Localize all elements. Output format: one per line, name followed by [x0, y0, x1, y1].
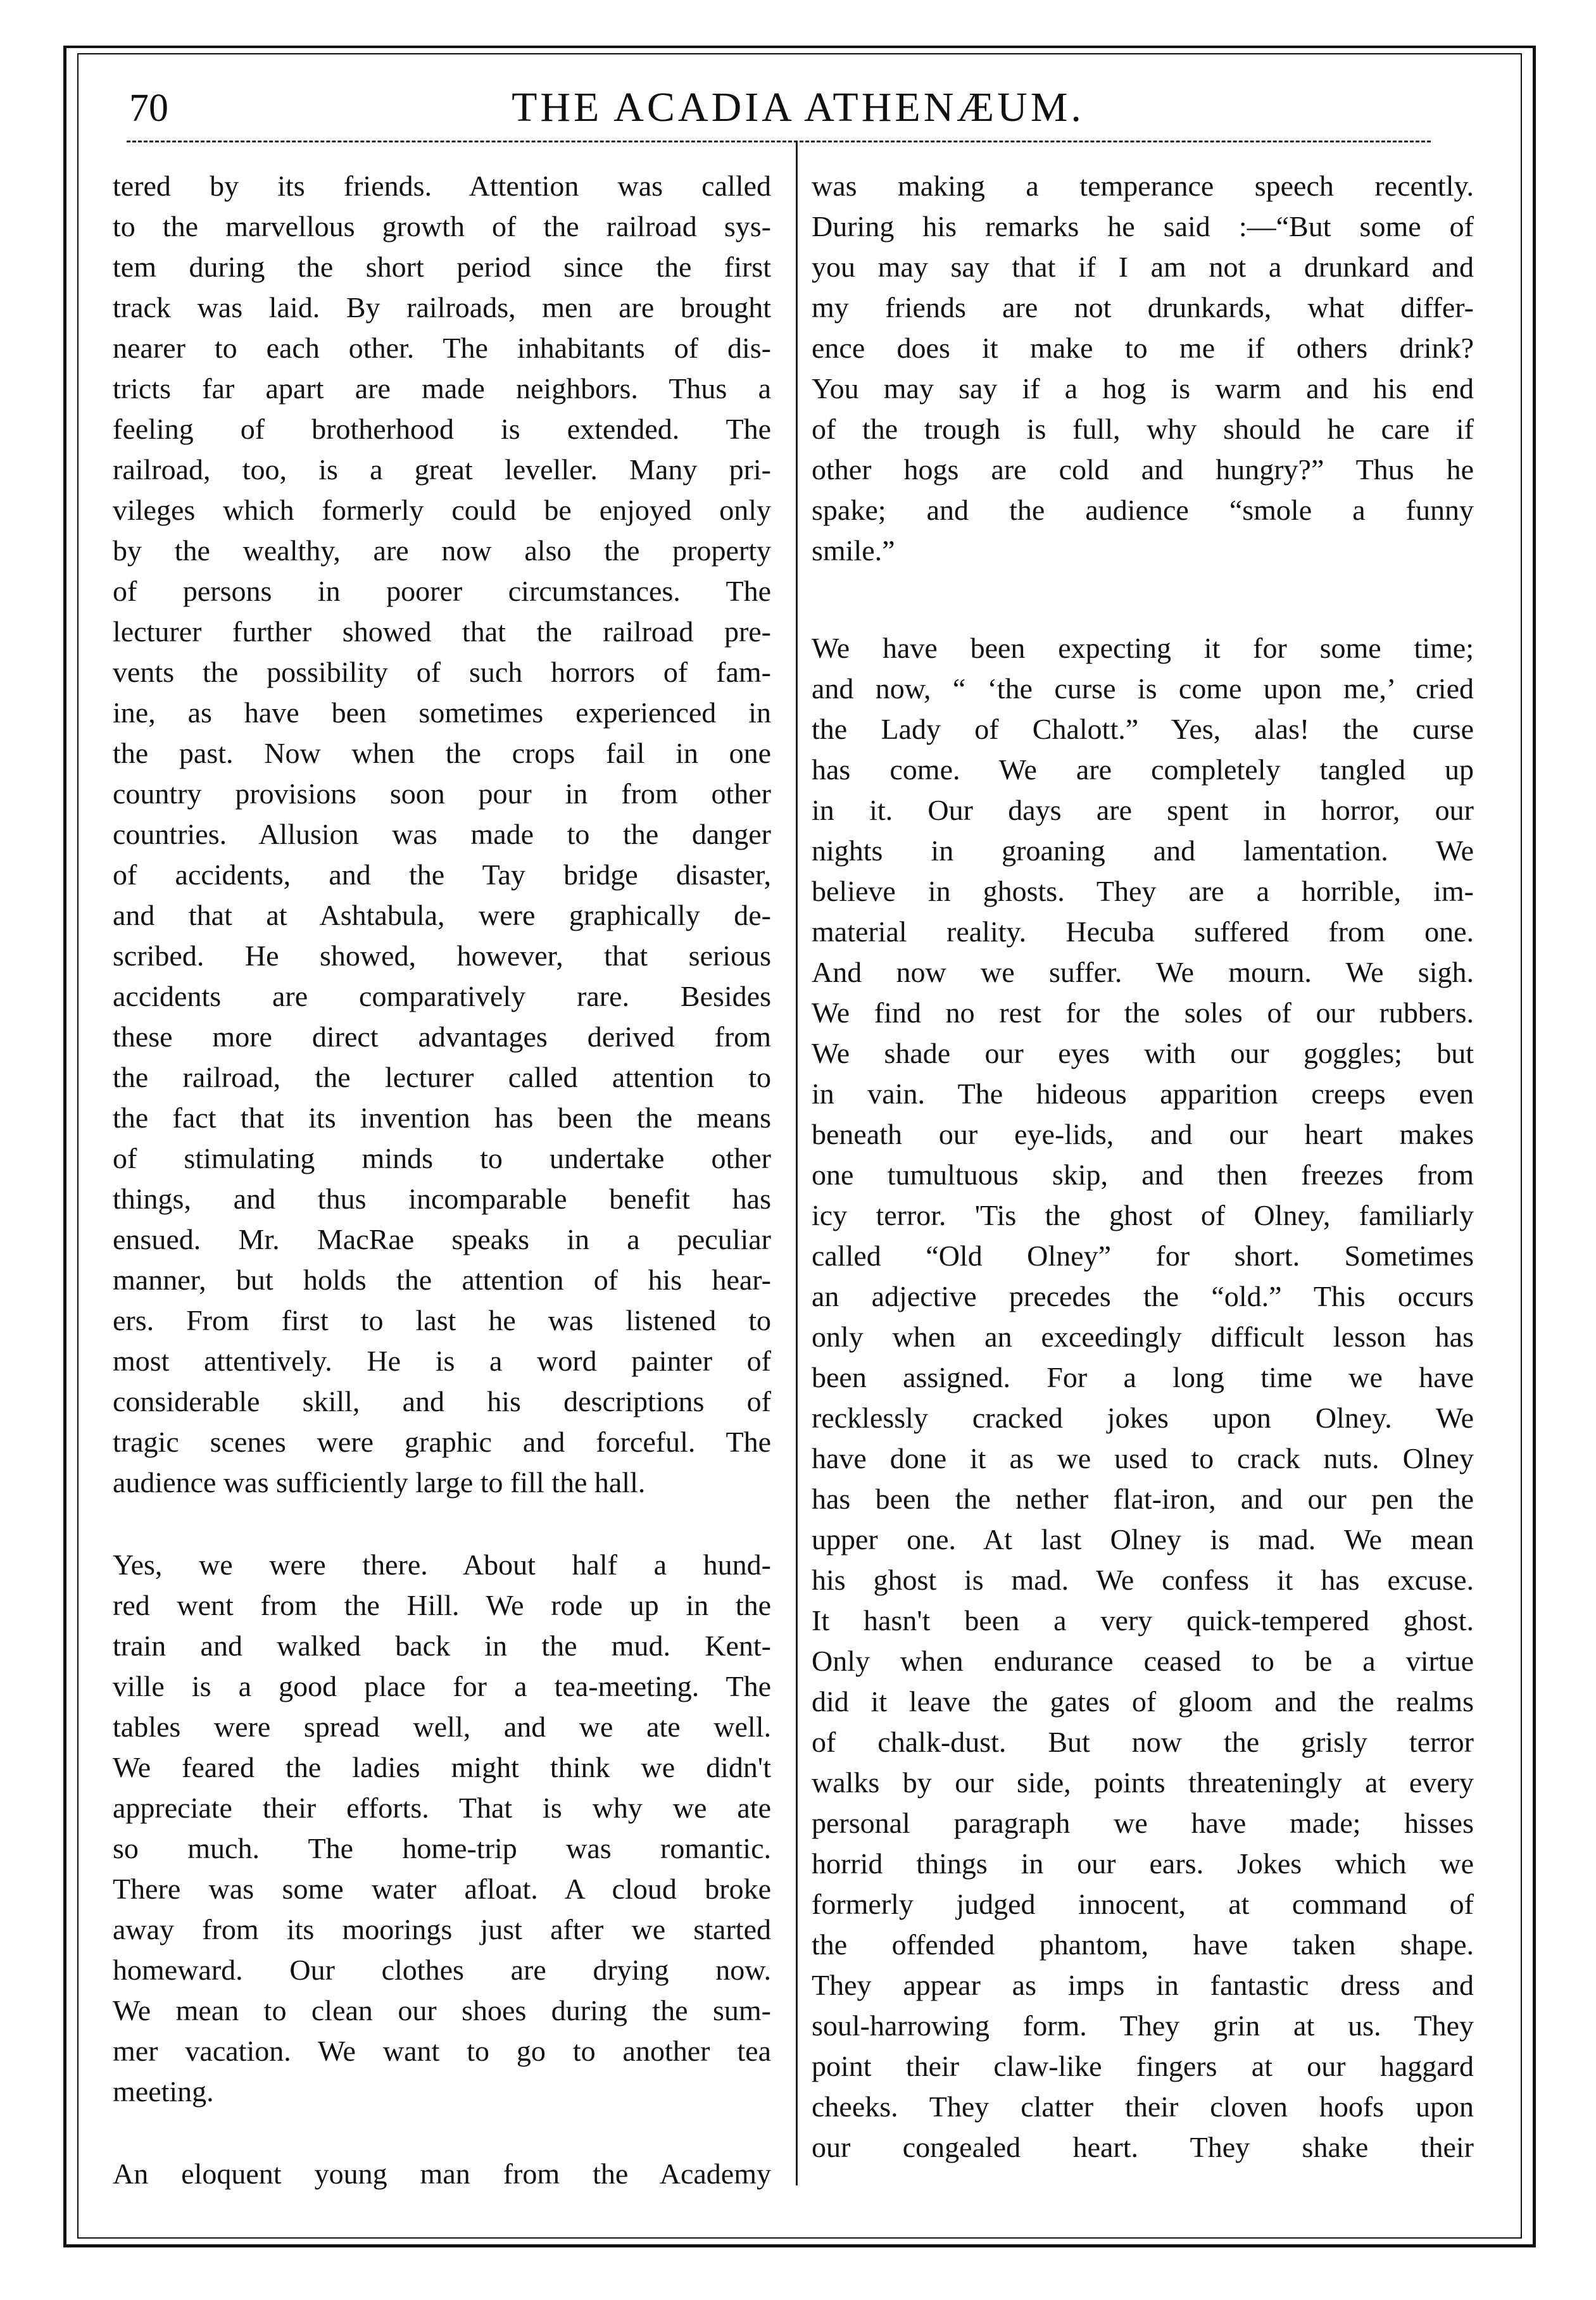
text-line: to the marvellous growth of the railroad sys- [113, 210, 771, 242]
text-line: most attentively. He is a word painter of [113, 1345, 771, 1377]
text-line: his ghost is mad. We confess it has excuse. [812, 1564, 1474, 1596]
text-line: meeting. [113, 2075, 214, 2108]
text-line: the railroad, the lecturer called attention to [113, 1061, 771, 1093]
text-line: tables were spread well, and we ate well. [113, 1711, 771, 1743]
text-line: of the trough is full, why should he care if [812, 413, 1474, 445]
text-line: nearer to each other. The inhabitants of dis- [113, 332, 771, 364]
text-line: of chalk-dust. But now the grisly terror [812, 1726, 1474, 1758]
text-line: homeward. Our clothes are drying now. [113, 1954, 771, 1986]
text-line: tem during the short period since the first [113, 251, 771, 283]
text-line: called “Old Olney” for short. Sometimes [812, 1240, 1474, 1272]
text-line: point their claw-like fingers at our haggard [812, 2050, 1474, 2082]
text-line: was making a temperance speech recently. [812, 170, 1474, 202]
right-column [812, 166, 1474, 2168]
text-line: has come. We are completely tangled up [812, 753, 1474, 786]
text-line: audience was sufficiently large to fill the hall. [113, 1466, 646, 1499]
text-line: red went from the Hill. We rode up in the [113, 1589, 771, 1621]
text-line: Yes, we were there. About half a hund- [113, 1549, 771, 1581]
text-line: scribed. He showed, however, that serious [113, 939, 771, 972]
text-line: spake; and the audience “smole a funny [812, 494, 1474, 526]
text-line: country provisions soon pour in from other [113, 777, 771, 810]
text-line: accidents are comparatively rare. Besides [113, 980, 771, 1012]
text-line: They appear as imps in fantastic dress and [812, 1969, 1474, 2001]
text-line: We have been expecting it for some time; [812, 632, 1474, 664]
text-line: tricts far apart are made neighbors. Thus a [113, 372, 771, 405]
left-paragraph-1 [113, 166, 771, 1503]
text-line: smile.” [812, 534, 895, 567]
text-line: And now we suffer. We mourn. We sigh. [812, 956, 1474, 988]
left-paragraph-2 [113, 1545, 771, 2112]
text-line: ine, as have been sometimes experienced in [113, 696, 771, 729]
text-line: the Lady of Chalott.” Yes, alas! the curse [812, 713, 1474, 745]
text-line: recklessly cracked jokes upon Olney. We [812, 1402, 1474, 1434]
text-line: horrid things in our ears. Jokes which we [812, 1847, 1474, 1880]
left-column [113, 166, 771, 2194]
text-line: believe in ghosts. They are a horrible, im- [812, 875, 1474, 907]
page-number: 70 [129, 87, 168, 130]
text-line: has been the nether flat-iron, and our pen the [812, 1483, 1474, 1515]
right-paragraph-1 [812, 166, 1474, 571]
text-line: so much. The home-trip was romantic. [113, 1832, 771, 1864]
text-line: ence does it make to me if others drink? [812, 332, 1474, 364]
text-line: feeling of brotherhood is extended. The [113, 413, 771, 445]
text-line: nights in groaning and lamentation. We [812, 834, 1474, 867]
text-line: the past. Now when the crops fail in one [113, 737, 771, 769]
text-line: of stimulating minds to undertake other [113, 1142, 771, 1174]
column-divider [796, 141, 798, 2185]
text-line: We mean to clean our shoes during the sum- [113, 1994, 771, 2027]
text-line: these more direct advantages derived from [113, 1021, 771, 1053]
text-line: one tumultuous skip, and then freezes from [812, 1159, 1474, 1191]
text-line: did it leave the gates of gloom and the realms [812, 1685, 1474, 1718]
text-line: formerly judged innocent, at command of [812, 1888, 1474, 1920]
text-line: the fact that its invention has been the means [113, 1102, 771, 1134]
text-line: our congealed heart. They shake their [812, 2131, 1474, 2163]
text-line: other hogs are cold and hungry?” Thus he [812, 453, 1474, 486]
text-line: tragic scenes were graphic and forceful. The [113, 1426, 771, 1458]
text-line: ville is a good place for a tea-meeting. The [113, 1670, 771, 1702]
text-line: track was laid. By railroads, men are brought [113, 291, 771, 324]
text-line: vents the possibility of such horrors of fam- [113, 656, 771, 688]
text-line: you may say that if I am not a drunkard and [812, 251, 1474, 283]
text-line: by the wealthy, are now also the property [113, 534, 771, 567]
text-line: It hasn't been a very quick-tempered ghost. [812, 1604, 1474, 1637]
text-line: manner, but holds the attention of his hear- [113, 1264, 771, 1296]
text-line: ensued. Mr. MacRae speaks in a peculiar [113, 1223, 771, 1255]
text-line: personal paragraph we have made; hisses [812, 1807, 1474, 1839]
text-line: an adjective precedes the “old.” This occurs [812, 1280, 1474, 1312]
text-line: We feared the ladies might think we didn't [113, 1751, 771, 1783]
text-line: icy terror. 'Tis the ghost of Olney, familiarly [812, 1199, 1474, 1231]
text-line: countries. Allusion was made to the danger [113, 818, 771, 850]
text-line: There was some water afloat. A cloud broke [113, 1873, 771, 1905]
text-line: beneath our eye-lids, and our heart makes [812, 1118, 1474, 1150]
text-line: We shade our eyes with our goggles; but [812, 1037, 1474, 1069]
text-line: vileges which formerly could be enjoyed only [113, 494, 771, 526]
text-line: lecturer further showed that the railroad pre- [113, 615, 771, 648]
text-line: appreciate their efforts. That is why we ate [113, 1792, 771, 1824]
text-line: and that at Ashtabula, were graphically de- [113, 899, 771, 931]
running-head-title: THE ACADIA ATHENÆUM. [512, 84, 1084, 130]
text-line: away from its moorings just after we started [113, 1913, 771, 1945]
text-line: railroad, too, is a great leveller. Many pri- [113, 453, 771, 486]
text-line: upper one. At last Olney is mad. We mean [812, 1523, 1474, 1555]
text-line: material reality. Hecuba suffered from one. [812, 915, 1474, 948]
text-line: train and walked back in the mud. Kent- [113, 1630, 771, 1662]
text-line: things, and thus incomparable benefit has [113, 1183, 771, 1215]
text-line: my friends are not drunkards, what differ- [812, 291, 1474, 324]
text-line: only when an exceedingly difficult lesson has [812, 1321, 1474, 1353]
text-line: soul-harrowing form. They grin at us. They [812, 2009, 1474, 2042]
right-paragraph-2 [812, 628, 1474, 2168]
text-line: and now, “ ‘the curse is come upon me,’ cried [812, 672, 1474, 705]
text-line: the offended phantom, have taken shape. [812, 1928, 1474, 1961]
text-line: Only when endurance ceased to be a virtue [812, 1645, 1474, 1677]
text-line: cheeks. They clatter their cloven hoofs upon [812, 2090, 1474, 2123]
text-line: been assigned. For a long time we have [812, 1361, 1474, 1393]
text-line: in vain. The hideous apparition creeps even [812, 1078, 1474, 1110]
text-line: During his remarks he said :—“But some of [812, 210, 1474, 242]
text-line: considerable skill, and his descriptions of [113, 1385, 771, 1417]
text-line: tered by its friends. Attention was called [113, 170, 771, 202]
text-line: You may say if a hog is warm and his end [812, 372, 1474, 405]
text-line: walks by our side, points threateningly at every [812, 1766, 1474, 1799]
header-rule [127, 141, 1431, 142]
text-line: have done it as we used to crack nuts. Olney [812, 1442, 1474, 1474]
text-line: in it. Our days are spent in horror, our [812, 794, 1474, 826]
text-line: An eloquent young man from the Academy [113, 2158, 771, 2190]
text-line: ers. From first to last he was listened to [113, 1304, 771, 1336]
left-paragraph-3 [113, 2154, 771, 2194]
text-line: mer vacation. We want to go to another tea [113, 2035, 771, 2067]
text-line: of persons in poorer circumstances. The [113, 575, 771, 607]
text-line: of accidents, and the Tay bridge disaster, [113, 858, 771, 891]
text-line: We find no rest for the soles of our rubbers. [812, 996, 1474, 1029]
